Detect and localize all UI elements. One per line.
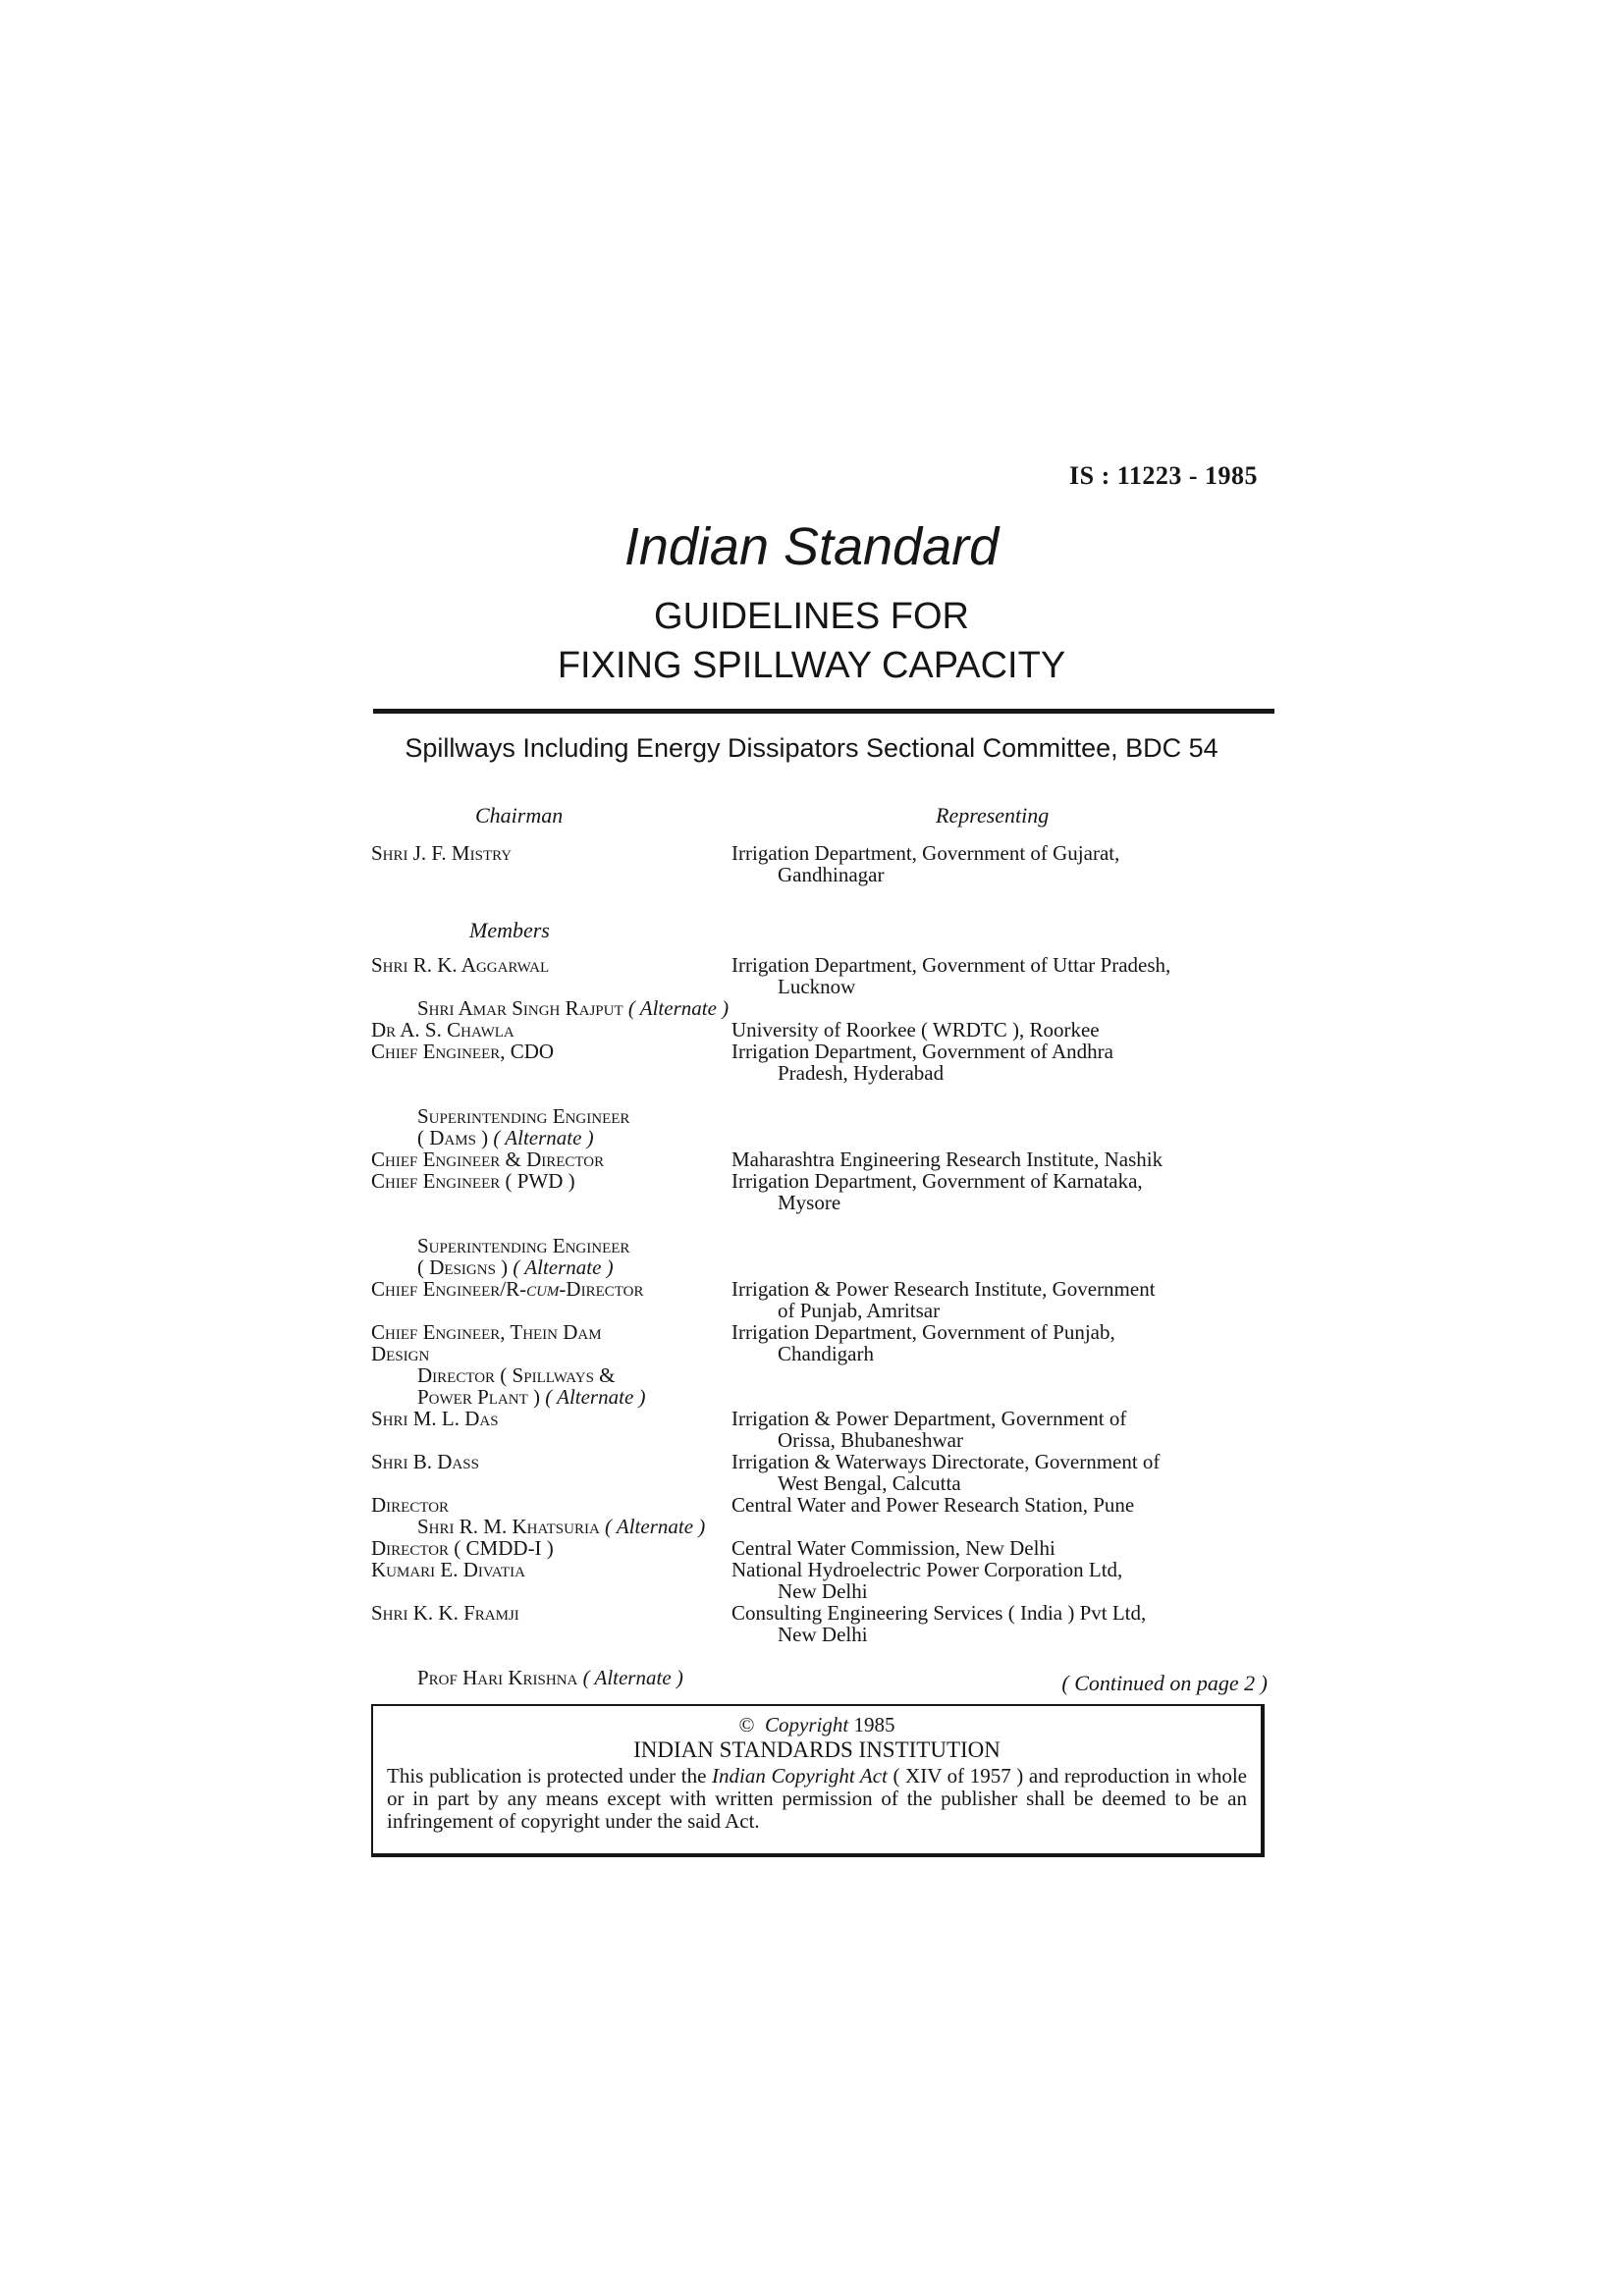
members-header: Members <box>469 918 550 942</box>
member-representing: University of Roorkee ( WRDTC ), Roorkee <box>731 1018 1100 1041</box>
member-name: Chief Engineer, Thein Dam <box>371 1320 602 1344</box>
member-name: Shri K. K. Framji <box>371 1601 519 1625</box>
copyright-year: 1985 <box>853 1713 895 1736</box>
member-representing: Maharashtra Engineering Research Institute, Nashik <box>731 1148 1163 1171</box>
member-name: Superintending Engineer <box>417 1104 630 1128</box>
member-name: Shri R. M. Khatsuria ( Alternate ) <box>417 1515 706 1538</box>
copyright-line <box>387 1714 1247 1736</box>
copyright-notice: This publication is protected under the Indian Copyright Act ( XIV of 1957 ) and reproduction in whole or in part by any means except with written permission of the publisher shall be deemed to be an infringement of copyright under the said Act. <box>387 1764 1247 1833</box>
continued-note: ( Continued on page 2 ) <box>1061 1671 1268 1695</box>
member-representing: Consulting Engineering Services ( India ) Pvt Ltd, <box>731 1601 1147 1625</box>
member-representing: Irrigation & Waterways Directorate, Government of <box>731 1450 1161 1473</box>
member-name: ( Designs ) ( Alternate ) <box>417 1255 614 1279</box>
member-representing: Irrigation Department, Government of Karnataka, <box>731 1169 1143 1193</box>
member-name: Prof Hari Krishna ( Alternate ) <box>417 1666 683 1689</box>
document-subtitle-line2: FIXING SPILLWAY CAPACITY <box>557 645 1066 686</box>
member-name: Kumari E. Divatia <box>371 1558 525 1581</box>
representing-header: Representing <box>936 803 1050 828</box>
member-representing: Central Water and Power Research Station, Pune <box>731 1493 1135 1517</box>
member-representing: Irrigation Department, Government of Uttar Pradesh, <box>731 953 1171 977</box>
document-title: Indian Standard <box>623 517 1000 576</box>
member-name: Shri Amar Singh Rajput ( Alternate ) <box>417 996 730 1020</box>
member-representing: Irrigation Department, Government of Andhra <box>731 1040 1113 1063</box>
chairman-name: Shri J. F. Mistry <box>371 841 513 865</box>
member-representing: National Hydroelectric Power Corporation Ltd, <box>731 1558 1123 1581</box>
member-representing: Irrigation Department, Government of Punjab, <box>731 1320 1115 1344</box>
member-name: Design <box>371 1342 430 1365</box>
member-name: Chief Engineer ( PWD ) <box>371 1169 575 1193</box>
member-name: ( Dams ) ( Alternate ) <box>417 1126 594 1149</box>
copyright-symbol: © <box>738 1713 755 1736</box>
members-representing: Irrigation Department, Government of Uttar Pradesh, Lucknow University of Roorkee ( WRDTC ), Roorkee Irrigation Department, Government of Andhra Pradesh, Hyderabad Maharashtra Engineering Research Institute, Nashik Irrigation Department, Government of Karnataka, Mysore Irrigation & Power Research Institute, Government of Punjab, Amritsar Irrigation Department, Government of Punjab, Chandigarh Irrigation & Power Department, Government of Orissa, Bhubaneshwar Irrigation & Waterways Directorate, Government of West Bengal, Calcutta Central Water and Power Research Station, Pune Central Water Commission, New Delhi National Hydroelectric Power Corporation Ltd, New Delhi Consulting Engineering Services ( India ) Pvt Ltd, New Delhi <box>731 954 1270 1645</box>
member-representing: Central Water Commission, New Delhi <box>731 1536 1055 1560</box>
copyright-label: Copyright <box>765 1713 849 1736</box>
member-name: Director <box>371 1493 450 1517</box>
member-name: Power Plant ) ( Alternate ) <box>417 1385 646 1409</box>
member-name: Director ( CMDD-I ) <box>371 1536 554 1560</box>
committee-name: Spillways Including Energy Dissipators Sectional Committee, BDC 54 <box>405 733 1218 763</box>
copyright-box <box>371 1704 1265 1857</box>
member-name: Superintending Engineer <box>417 1234 630 1257</box>
chairman-representing: Irrigation Department, Government of Gujarat, Gandhinagar <box>731 841 1120 886</box>
member-name: Chief Engineer, CDO <box>371 1040 555 1063</box>
copyright-institution: INDIAN STANDARDS INSTITUTION <box>633 1737 1001 1762</box>
member-name: Chief Engineer & Director <box>371 1148 605 1171</box>
member-name: Director ( Spillways & <box>417 1363 616 1387</box>
document-subtitle-line1: GUIDELINES FOR <box>654 596 969 637</box>
chairman-header: Chairman <box>475 803 564 828</box>
member-name: Dr A. S. Chawla <box>371 1018 514 1041</box>
members-names <box>371 954 734 1688</box>
standard-number: IS : 11223 - 1985 <box>1069 461 1258 490</box>
member-name: Chief Engineer/R-cum-Director <box>371 1277 644 1301</box>
member-name: Shri B. Dass <box>371 1450 479 1473</box>
member-representing: Irrigation & Power Research Institute, Government <box>731 1277 1156 1301</box>
member-name: Shri M. L. Das <box>371 1407 499 1430</box>
title-rule <box>373 709 1274 714</box>
member-representing: Irrigation & Power Department, Government of <box>731 1407 1127 1430</box>
member-name: Shri R. K. Aggarwal <box>371 953 550 977</box>
